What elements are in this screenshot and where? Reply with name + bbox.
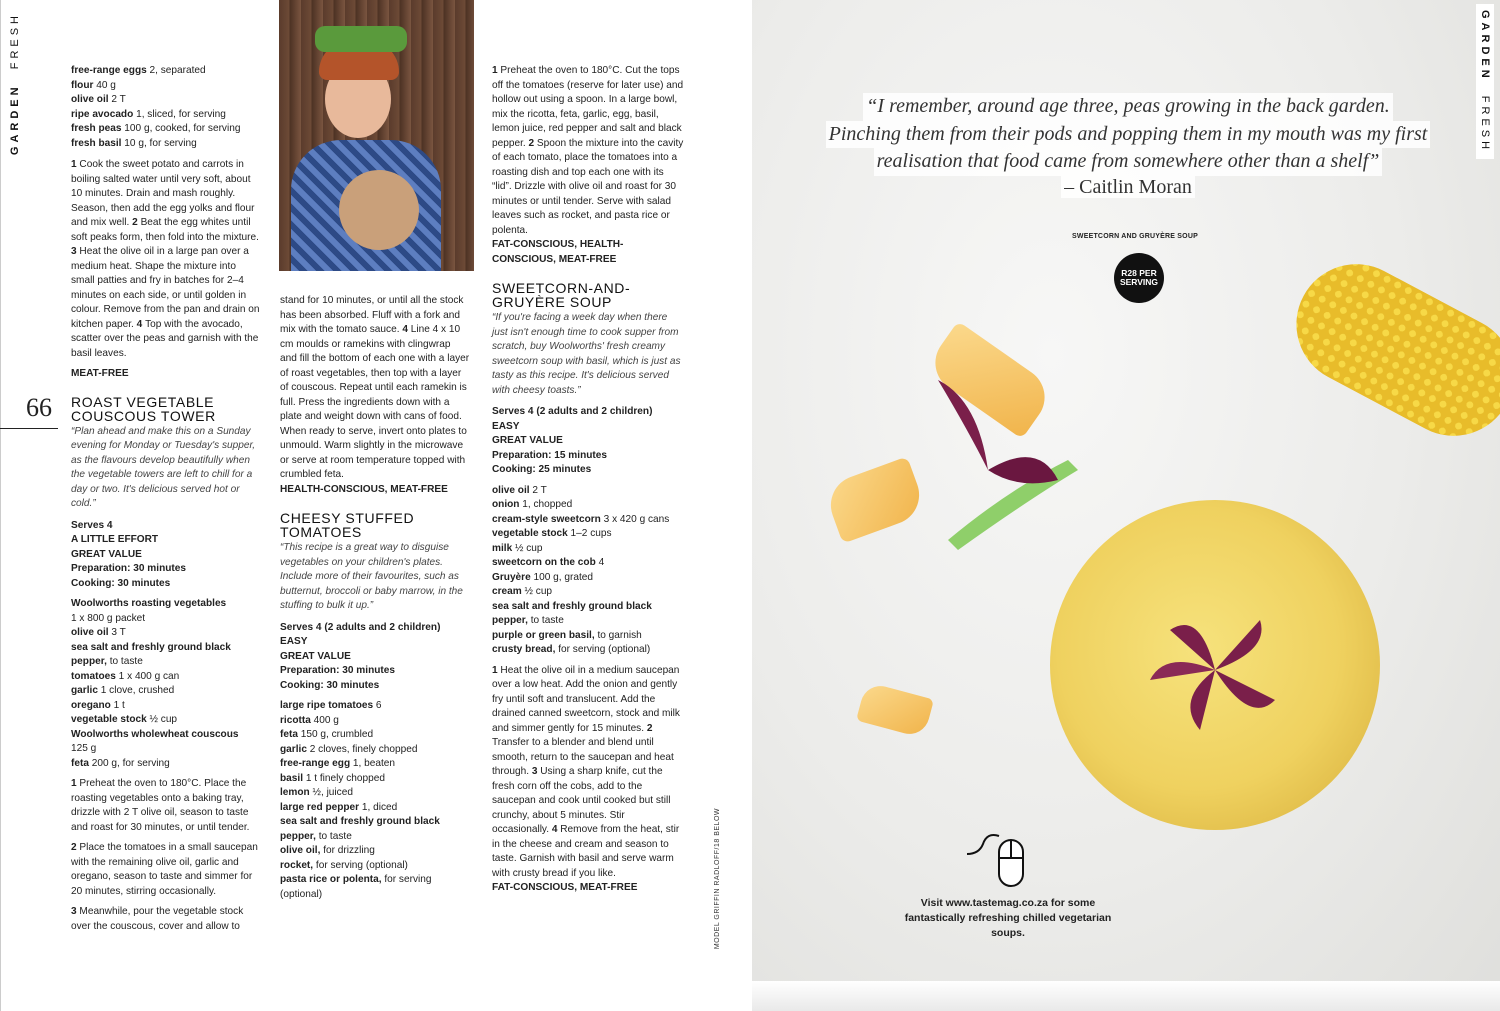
ingredient-item: olive oil 2 T <box>492 484 547 496</box>
method-step: 1 Preheat the oven to 180°C. Place the roasting vegetables onto a baking tray, drizzle with 2 T olive oil, season to taste and roast for 30 minutes, or until tender. <box>71 778 250 833</box>
ingredient-item: oregano 1 t <box>71 699 125 711</box>
ingredient-item: fresh peas 100 g, cooked, for serving <box>71 123 241 134</box>
tag-fat-health-meat-free: FAT-CONSCIOUS, HEALTH-CONSCIOUS, MEAT-FREE <box>492 239 624 265</box>
website-promo: Visit www.tastemag.co.za for some fantastically refreshing chilled vegetarian soups. <box>904 897 1112 939</box>
recipe-meta-item: EASY <box>280 636 308 647</box>
ingredient-item: large red pepper 1, diced <box>280 801 398 813</box>
recipe-intro-tomatoes: “This recipe is a great way to disguise vegetables on your children's plates. Include more of their favourites, such as butternut, broccoli or baby marrow, in the stuffing to bulk it up.” <box>280 542 463 611</box>
ingredient-item: sweetcorn on the cob 4 <box>492 557 605 568</box>
recipe-meta-soup <box>492 405 684 478</box>
ingredient-item: pasta rice or polenta, for serving (optional) <box>280 874 432 900</box>
ingredient-item: fresh basil 10 g, for serving <box>71 137 197 149</box>
ingredient-item: 1 x 800 g packet <box>71 612 146 624</box>
recipe-title-couscous: ROAST VEGETABLE COUSCOUS TOWER <box>71 393 216 424</box>
ingredients-list-top <box>71 64 261 151</box>
recipe-meta-item: GREAT VALUE <box>280 650 351 662</box>
ingredient-item: sea salt and freshly ground black pepper, to taste <box>492 600 652 626</box>
photo-caption: SWEETCORN AND GRUYÈRE SOUP <box>1072 233 1198 240</box>
child-with-hen-photo <box>279 0 474 271</box>
ingredient-item: lemon ½, juiced <box>280 787 353 798</box>
method-soup: 1 Heat the olive oil in a medium saucepan over a low heat. Add the onion and gently fry until soft and translucent. Add the drained canned sweetcorn, stock and milk and simmer gently for 15 minutes. 2 Transfer to a blender and blend until smooth, return to the saucepan and heat through. 3 Using a sharp knife, cut the fresh corn off the cobs, add to the saucepan and cook until cooked but still crunchy, about 5 minutes. Stir occasionally. 4 Remove from the heat, stir in the cheese and cream and season to taste. Garnish with basil and serve warm with crusty bread if you like. <box>492 664 680 879</box>
ingredients-list-tomatoes <box>280 699 470 902</box>
section-label-right: GARDEN FRESH <box>1476 4 1494 159</box>
recipe-meta-item: Preparation: 30 minutes <box>71 563 186 574</box>
recipe-meta-item: Serves 4 <box>71 519 113 531</box>
pull-quote <box>818 93 1438 176</box>
column-1 <box>71 64 261 940</box>
method-couscous <box>71 777 261 934</box>
ingredient-item: sea salt and freshly ground black pepper, to taste <box>280 816 440 842</box>
ingredient-item: rocket, for serving (optional) <box>280 859 408 871</box>
page-number-rule <box>0 428 58 429</box>
recipe-meta-item: Preparation: 15 minutes <box>492 449 607 461</box>
recipe-meta-item: GREAT VALUE <box>492 435 563 446</box>
ingredient-item: garlic 2 cloves, finely chopped <box>280 743 418 755</box>
ingredient-item: free-range egg 1, beaten <box>280 758 396 769</box>
computer-mouse-icon <box>965 830 1027 890</box>
ingredient-item: large ripe tomatoes 6 <box>280 700 382 711</box>
ingredient-item: feta 150 g, crumbled <box>280 729 374 740</box>
ingredient-item: Woolworths roasting vegetables <box>71 598 227 609</box>
ingredient-item: free-range eggs 2, separated <box>71 65 206 76</box>
quote-line: Pinching them from their pods and popping them in my mouth was my first <box>826 121 1431 149</box>
ingredient-item: ricotta 400 g <box>280 714 339 726</box>
quote-line: “I remember, around age three, peas growing in the back garden. <box>863 93 1392 121</box>
method-top: 1 Cook the sweet potato and carrots in boiling salted water until very soft, about 10 minutes. Drain and mash roughly. Season, then add the egg yolks and flour and mix well. 2 Beat the egg whites until soft peaks form, then fold into the mixture. 3 Heat the olive oil in a large pan over a medium heat. Shape the mixture into small patties and fry in batches for 2–4 minutes on each side, or until golden in colour. Remove from the pan and drain on kitchen paper. 4 Top with the avocado, scatter over the peas and garnish with the basil leaves. <box>71 159 260 359</box>
ingredient-item: olive oil, for drizzling <box>280 845 375 856</box>
ingredient-item: tomatoes 1 x 400 g can <box>71 670 180 682</box>
recipe-meta-item: GREAT VALUE <box>71 548 142 560</box>
page-number: 66 <box>26 393 52 422</box>
ingredient-item: purple or green basil, to garnish <box>492 629 642 641</box>
ingredient-item: feta 200 g, for serving <box>71 757 170 769</box>
section-label-left: GARDEN FRESH <box>9 12 21 156</box>
recipe-meta-item: Serves 4 (2 adults and 2 children) <box>280 621 441 633</box>
quote-line: realisation that food came from somewhere other than a shelf” <box>874 148 1383 176</box>
method-step: 2 Place the tomatoes in a small saucepan with the remaining olive oil, garlic and oregano, season to taste and simmer for 20 minutes, stirring occasionally. <box>71 842 258 897</box>
method-couscous-continued: stand for 10 minutes, or until all the stock has been absorbed. Fluff with a fork and mix with the tomato sauce. 4 Line 4 x 10 cm moulds or ramekins with clingwrap and fill the bottom of each one with a layer of roast vegetables, then top with a layer of couscous. Repeat until each ramekin is full. Press the ingredients down with a plate and weight down with cans of food. When ready to serve, invert onto plates to unmould. Warm slightly in the microwave or serve at room temperature topped with crumbled feta. <box>280 295 470 480</box>
recipe-meta-couscous <box>71 519 261 592</box>
ingredient-item: basil 1 t finely chopped <box>280 772 385 784</box>
recipe-title-soup: SWEETCORN-AND-GRUYÈRE SOUP <box>492 280 631 310</box>
ingredient-item: vegetable stock ½ cup <box>71 714 178 725</box>
soup-jar-illustration <box>1050 500 1380 830</box>
recipe-meta-item: A LITTLE EFFORT <box>71 534 159 545</box>
recipe-meta-item: Cooking: 30 minutes <box>280 679 380 691</box>
recipe-meta-tomatoes <box>280 621 470 694</box>
ingredient-item: ripe avocado 1, sliced, for serving <box>71 108 226 120</box>
ingredient-item: Gruyère 100 g, grated <box>492 571 594 583</box>
ingredient-item: sea salt and freshly ground black pepper, to taste <box>71 641 231 667</box>
ingredient-item: 125 g <box>71 743 97 754</box>
ingredient-item: olive oil 3 T <box>71 627 126 638</box>
recipe-intro-couscous: “Plan ahead and make this on a Sunday evening for Monday or Tuesday's supper, as the flavours develop beautifully when the vegetable towers are left to chill for a day or two. It's delicious served hot or cold.” <box>71 425 256 509</box>
ingredient-item: garlic 1 clove, crushed <box>71 685 175 696</box>
ingredient-item: cream ½ cup <box>492 586 553 597</box>
leek-and-basil-illustration <box>918 360 1078 550</box>
column-3 <box>492 64 684 896</box>
ingredient-item: vegetable stock 1–2 cups <box>492 528 612 539</box>
ingredient-item: olive oil 2 T <box>71 94 126 105</box>
ingredients-list-soup <box>492 484 684 658</box>
recipe-meta-item: Cooking: 30 minutes <box>71 577 171 589</box>
recipe-meta-item: Serves 4 (2 adults and 2 children) <box>492 406 653 417</box>
ingredient-item: flour 40 g <box>71 79 116 91</box>
ingredients-list-couscous <box>71 597 261 771</box>
photo-credit: MODEL GRIFFIN RADLOFF/18 BELOW <box>714 808 721 950</box>
ingredient-item: crusty bread, for serving (optional) <box>492 644 651 655</box>
tag-fat-meat-free: FAT-CONSCIOUS, MEAT-FREE <box>492 882 638 893</box>
recipe-title-tomatoes: CHEESY STUFFED TOMATOES <box>280 510 415 540</box>
method-step: 3 Meanwhile, pour the vegetable stock over the couscous, cover and allow to <box>71 906 244 932</box>
ingredient-item: cream-style sweetcorn 3 x 420 g cans <box>492 513 670 525</box>
price-badge: R28 PER SERVING <box>1114 253 1164 303</box>
quote-author: – Caitlin Moran <box>818 176 1438 199</box>
recipe-meta-item: EASY <box>492 420 520 432</box>
recipe-intro-soup: “If you're facing a week day when there just isn't enough time to cook supper from scratch, buy Woolworths' fresh creamy sweetcorn soup with basil, which is just as tasty as this recipe. It's delicious served with cheesy toasts.” <box>492 312 681 396</box>
basil-leaves-icon <box>1050 500 1380 830</box>
ingredient-item: Woolworths wholewheat couscous <box>71 728 239 740</box>
tag-health-meat-free: HEALTH-CONSCIOUS, MEAT-FREE <box>280 483 448 495</box>
ingredient-item: milk ½ cup <box>492 542 543 554</box>
recipe-meta-item: Preparation: 30 minutes <box>280 665 395 676</box>
column-2 <box>280 294 470 902</box>
method-tomatoes: 1 Preheat the oven to 180°C. Cut the tops off the tomatoes (reserve for later use) and hollow out using a spoon. In a large bowl, mix the ricotta, feta, garlic, egg, basil, lemon juice, red pepper and salt and black pepper. 2 Spoon the mixture into the cavity of each tomato, place the tomatoes into a roasting dish and top each one with its “lid”. Drizzle with olive oil and roast for 30 minutes or until tender. Serve with salad leaves such as rocket, and pasta rice or polenta. <box>492 65 684 236</box>
ingredient-item: onion 1, chopped <box>492 499 573 510</box>
recipe-meta-item: Cooking: 25 minutes <box>492 464 592 475</box>
tag-meat-free: MEAT-FREE <box>71 368 129 379</box>
